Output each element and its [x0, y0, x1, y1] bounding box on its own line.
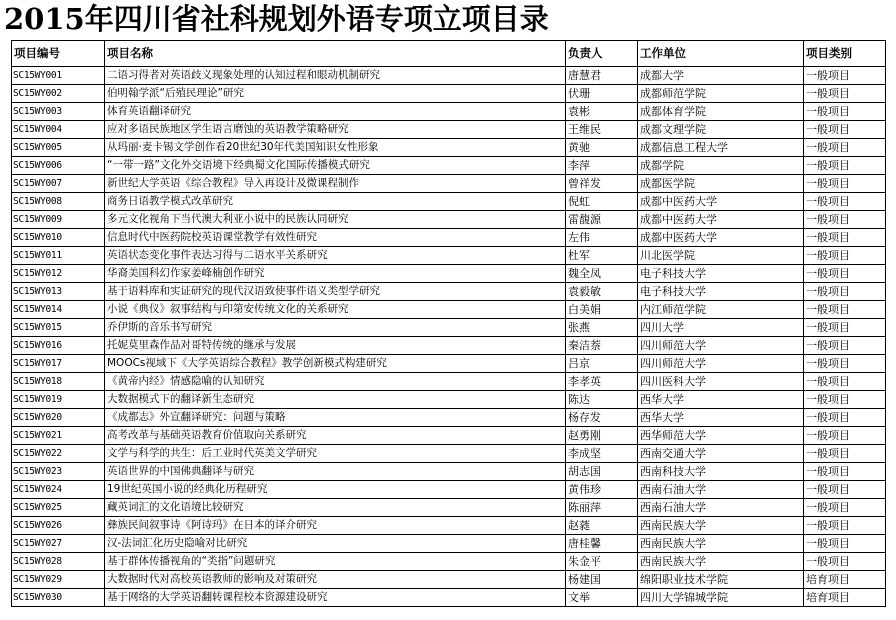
cell-leader: 朱金平	[566, 553, 638, 571]
cell-project-name: 信息时代中医药院校英语课堂教学有效性研究	[105, 229, 566, 247]
cell-unit: 西华大学	[638, 391, 804, 409]
cell-project-code: SC15WY025	[12, 499, 105, 517]
cell-leader: 陈达	[566, 391, 638, 409]
cell-category: 一般项目	[804, 85, 886, 103]
cell-leader: 李成坚	[566, 445, 638, 463]
cell-unit: 西南石油大学	[638, 481, 804, 499]
cell-project-code: SC15WY030	[12, 589, 105, 607]
table-row	[12, 103, 886, 121]
cell-project-name: 体育英语翻译研究	[105, 103, 566, 121]
cell-leader: 秦洁萘	[566, 337, 638, 355]
cell-category: 一般项目	[804, 463, 886, 481]
cell-project-name: MOOCs视域下《大学英语综合教程》教学创新模式构建研究	[105, 355, 566, 373]
table-row	[12, 283, 886, 301]
cell-project-name: 基于网络的大学英语翻转课程校本资源建设研究	[105, 589, 566, 607]
cell-project-name: 《黄帝内经》情感隐喻的认知研究	[105, 373, 566, 391]
table-row	[12, 445, 886, 463]
cell-unit: 成都体育学院	[638, 103, 804, 121]
cell-unit: 西南石油大学	[638, 499, 804, 517]
cell-unit: 川北医学院	[638, 247, 804, 265]
cell-project-code: SC15WY004	[12, 121, 105, 139]
cell-unit: 成都医学院	[638, 175, 804, 193]
cell-category: 一般项目	[804, 445, 886, 463]
cell-leader: 吕京	[566, 355, 638, 373]
cell-leader: 赵蕤	[566, 517, 638, 535]
cell-project-code: SC15WY002	[12, 85, 105, 103]
cell-leader: 袁毅敏	[566, 283, 638, 301]
cell-unit: 绵阳职业技术学院	[638, 571, 804, 589]
cell-unit: 成都中医药大学	[638, 229, 804, 247]
cell-project-code: SC15WY015	[12, 319, 105, 337]
cell-category: 一般项目	[804, 409, 886, 427]
cell-unit: 成都学院	[638, 157, 804, 175]
cell-project-name: 大数据时代对高校英语教师的影响及对策研究	[105, 571, 566, 589]
cell-unit: 成都师范学院	[638, 85, 804, 103]
project-table	[11, 40, 886, 607]
cell-leader: 左伟	[566, 229, 638, 247]
table-row	[12, 499, 886, 517]
cell-unit: 西南交通大学	[638, 445, 804, 463]
cell-category: 一般项目	[804, 517, 886, 535]
cell-project-name: 文学与科学的共生：后工业时代英美文学研究	[105, 445, 566, 463]
cell-category: 一般项目	[804, 499, 886, 517]
cell-leader: 黄伟珍	[566, 481, 638, 499]
cell-leader: 张燕	[566, 319, 638, 337]
cell-category: 一般项目	[804, 157, 886, 175]
cell-unit: 成都中医药大学	[638, 211, 804, 229]
cell-project-code: SC15WY005	[12, 139, 105, 157]
cell-leader: 伏珊	[566, 85, 638, 103]
cell-category: 一般项目	[804, 373, 886, 391]
cell-project-code: SC15WY020	[12, 409, 105, 427]
cell-leader: 王维民	[566, 121, 638, 139]
page-title: 2015年四川省社科规划外语专项立项目录	[4, 2, 549, 36]
cell-project-code: SC15WY029	[12, 571, 105, 589]
cell-category: 一般项目	[804, 121, 886, 139]
cell-project-name: 二语习得者对英语歧义现象处理的认知过程和眼动机制研究	[105, 67, 566, 85]
cell-project-name: 大数据模式下的翻译新生态研究	[105, 391, 566, 409]
table-row	[12, 319, 886, 337]
cell-unit: 电子科技大学	[638, 283, 804, 301]
cell-project-name: 彝族民间叙事诗《阿诗玛》在日本的译介研究	[105, 517, 566, 535]
cell-project-name: 藏英词汇的文化语境比较研究	[105, 499, 566, 517]
cell-project-code: SC15WY021	[12, 427, 105, 445]
cell-category: 一般项目	[804, 229, 886, 247]
cell-project-name: 伯明翰学派“后殖民理论”研究	[105, 85, 566, 103]
table-row	[12, 301, 886, 319]
cell-unit: 四川大学	[638, 319, 804, 337]
cell-unit: 成都信息工程大学	[638, 139, 804, 157]
table-row	[12, 535, 886, 553]
table-row	[12, 157, 886, 175]
table-row	[12, 211, 886, 229]
col-header-category: 项目类别	[804, 41, 886, 67]
cell-project-name: 19世纪英国小说的经典化历程研究	[105, 481, 566, 499]
cell-leader: 文举	[566, 589, 638, 607]
cell-category: 培育项目	[804, 571, 886, 589]
cell-leader: 赵勇刚	[566, 427, 638, 445]
cell-project-code: SC15WY024	[12, 481, 105, 499]
cell-category: 一般项目	[804, 481, 886, 499]
cell-project-name: 新世纪大学英语《综合教程》导入再设计及微课程制作	[105, 175, 566, 193]
table-row	[12, 553, 886, 571]
cell-unit: 西南民族大学	[638, 517, 804, 535]
table-row	[12, 67, 886, 85]
cell-category: 一般项目	[804, 175, 886, 193]
col-header-unit: 工作单位	[638, 41, 804, 67]
cell-project-code: SC15WY028	[12, 553, 105, 571]
cell-project-code: SC15WY011	[12, 247, 105, 265]
cell-project-name: 汉-法词汇化历史隐喻对比研究	[105, 535, 566, 553]
cell-project-name: 基于群体传播视角的“类指”问题研究	[105, 553, 566, 571]
cell-category: 一般项目	[804, 103, 886, 121]
cell-project-code: SC15WY014	[12, 301, 105, 319]
table-row	[12, 517, 886, 535]
cell-leader: 袁彬	[566, 103, 638, 121]
cell-project-code: SC15WY008	[12, 193, 105, 211]
cell-unit: 四川师范大学	[638, 355, 804, 373]
cell-leader: 杨存发	[566, 409, 638, 427]
cell-unit: 四川师范大学	[638, 337, 804, 355]
cell-unit: 西南民族大学	[638, 535, 804, 553]
cell-project-name: 英语状态变化事件表达习得与二语水平关系研究	[105, 247, 566, 265]
cell-leader: 陈丽萍	[566, 499, 638, 517]
cell-leader: 唐慧君	[566, 67, 638, 85]
cell-category: 一般项目	[804, 337, 886, 355]
cell-project-code: SC15WY012	[12, 265, 105, 283]
cell-unit: 西南民族大学	[638, 553, 804, 571]
cell-project-name: 华裔美国科幻作家姜峰楠创作研究	[105, 265, 566, 283]
cell-project-name: 乔伊斯的音乐书写研究	[105, 319, 566, 337]
table-row	[12, 355, 886, 373]
cell-unit: 内江师范学院	[638, 301, 804, 319]
cell-project-name: 英语世界的中国佛典翻译与研究	[105, 463, 566, 481]
cell-unit: 成都中医药大学	[638, 193, 804, 211]
table-row	[12, 85, 886, 103]
table-row	[12, 373, 886, 391]
cell-leader: 魏全凤	[566, 265, 638, 283]
cell-project-name: 高考改革与基础英语教育价值取向关系研究	[105, 427, 566, 445]
cell-project-name: 多元文化视角下当代澳大利亚小说中的民族认同研究	[105, 211, 566, 229]
cell-project-code: SC15WY010	[12, 229, 105, 247]
cell-project-name: 基于语料库和实证研究的现代汉语致使事件语义类型学研究	[105, 283, 566, 301]
table-row	[12, 193, 886, 211]
table-row	[12, 409, 886, 427]
table-row	[12, 139, 886, 157]
cell-category: 一般项目	[804, 265, 886, 283]
cell-category: 一般项目	[804, 301, 886, 319]
cell-project-code: SC15WY026	[12, 517, 105, 535]
cell-unit: 成都大学	[638, 67, 804, 85]
cell-category: 一般项目	[804, 283, 886, 301]
cell-leader: 胡志国	[566, 463, 638, 481]
cell-project-name: 《成都志》外宣翻译研究：问题与策略	[105, 409, 566, 427]
table-body	[12, 67, 886, 607]
cell-project-name: 商务日语教学模式改革研究	[105, 193, 566, 211]
cell-category: 一般项目	[804, 67, 886, 85]
cell-project-name: “一带一路”文化外交语境下经典蜀文化国际传播模式研究	[105, 157, 566, 175]
cell-unit: 四川医科大学	[638, 373, 804, 391]
cell-project-code: SC15WY006	[12, 157, 105, 175]
cell-project-code: SC15WY001	[12, 67, 105, 85]
cell-category: 一般项目	[804, 193, 886, 211]
cell-project-code: SC15WY023	[12, 463, 105, 481]
cell-category: 一般项目	[804, 319, 886, 337]
cell-leader: 唐桂馨	[566, 535, 638, 553]
cell-category: 一般项目	[804, 535, 886, 553]
cell-leader: 杨建国	[566, 571, 638, 589]
cell-unit: 西南科技大学	[638, 463, 804, 481]
table-row	[12, 481, 886, 499]
cell-unit: 成都文理学院	[638, 121, 804, 139]
cell-unit: 电子科技大学	[638, 265, 804, 283]
table-row	[12, 391, 886, 409]
table-row	[12, 427, 886, 445]
col-header-leader: 负责人	[566, 41, 638, 67]
cell-leader: 李孝英	[566, 373, 638, 391]
cell-category: 一般项目	[804, 247, 886, 265]
cell-project-name: 从玛丽·麦卡锡文学创作看20世纪30年代美国知识女性形象	[105, 139, 566, 157]
table-row	[12, 463, 886, 481]
cell-leader: 黄驰	[566, 139, 638, 157]
cell-category: 一般项目	[804, 139, 886, 157]
cell-leader: 雷馥源	[566, 211, 638, 229]
cell-project-name: 托妮莫里森作品对哥特传统的继承与发展	[105, 337, 566, 355]
cell-project-code: SC15WY019	[12, 391, 105, 409]
col-header-code: 项目编号	[12, 41, 105, 67]
cell-project-code: SC15WY017	[12, 355, 105, 373]
cell-leader: 曾祥发	[566, 175, 638, 193]
cell-category: 培育项目	[804, 589, 886, 607]
table-header-row	[12, 41, 886, 67]
table-row	[12, 175, 886, 193]
table-row	[12, 589, 886, 607]
cell-project-code: SC15WY027	[12, 535, 105, 553]
cell-category: 一般项目	[804, 553, 886, 571]
cell-leader: 李萍	[566, 157, 638, 175]
cell-project-code: SC15WY009	[12, 211, 105, 229]
cell-project-code: SC15WY007	[12, 175, 105, 193]
col-header-name: 项目名称	[105, 41, 566, 67]
cell-project-code: SC15WY022	[12, 445, 105, 463]
cell-project-name: 小说《典仪》叙事结构与印第安传统文化的关系研究	[105, 301, 566, 319]
cell-category: 一般项目	[804, 211, 886, 229]
table-row	[12, 229, 886, 247]
cell-unit: 四川大学锦城学院	[638, 589, 804, 607]
table-row	[12, 247, 886, 265]
cell-leader: 白美娟	[566, 301, 638, 319]
cell-unit: 西华大学	[638, 409, 804, 427]
cell-category: 一般项目	[804, 391, 886, 409]
cell-leader: 倪虹	[566, 193, 638, 211]
table-row	[12, 571, 886, 589]
cell-project-code: SC15WY016	[12, 337, 105, 355]
cell-category: 一般项目	[804, 355, 886, 373]
cell-project-code: SC15WY013	[12, 283, 105, 301]
table-row	[12, 121, 886, 139]
cell-unit: 西华师范大学	[638, 427, 804, 445]
cell-category: 一般项目	[804, 427, 886, 445]
table-row	[12, 265, 886, 283]
cell-project-name: 应对多语民族地区学生语言磨蚀的英语教学策略研究	[105, 121, 566, 139]
cell-leader: 杜军	[566, 247, 638, 265]
cell-project-code: SC15WY018	[12, 373, 105, 391]
table-row	[12, 337, 886, 355]
cell-project-code: SC15WY003	[12, 103, 105, 121]
